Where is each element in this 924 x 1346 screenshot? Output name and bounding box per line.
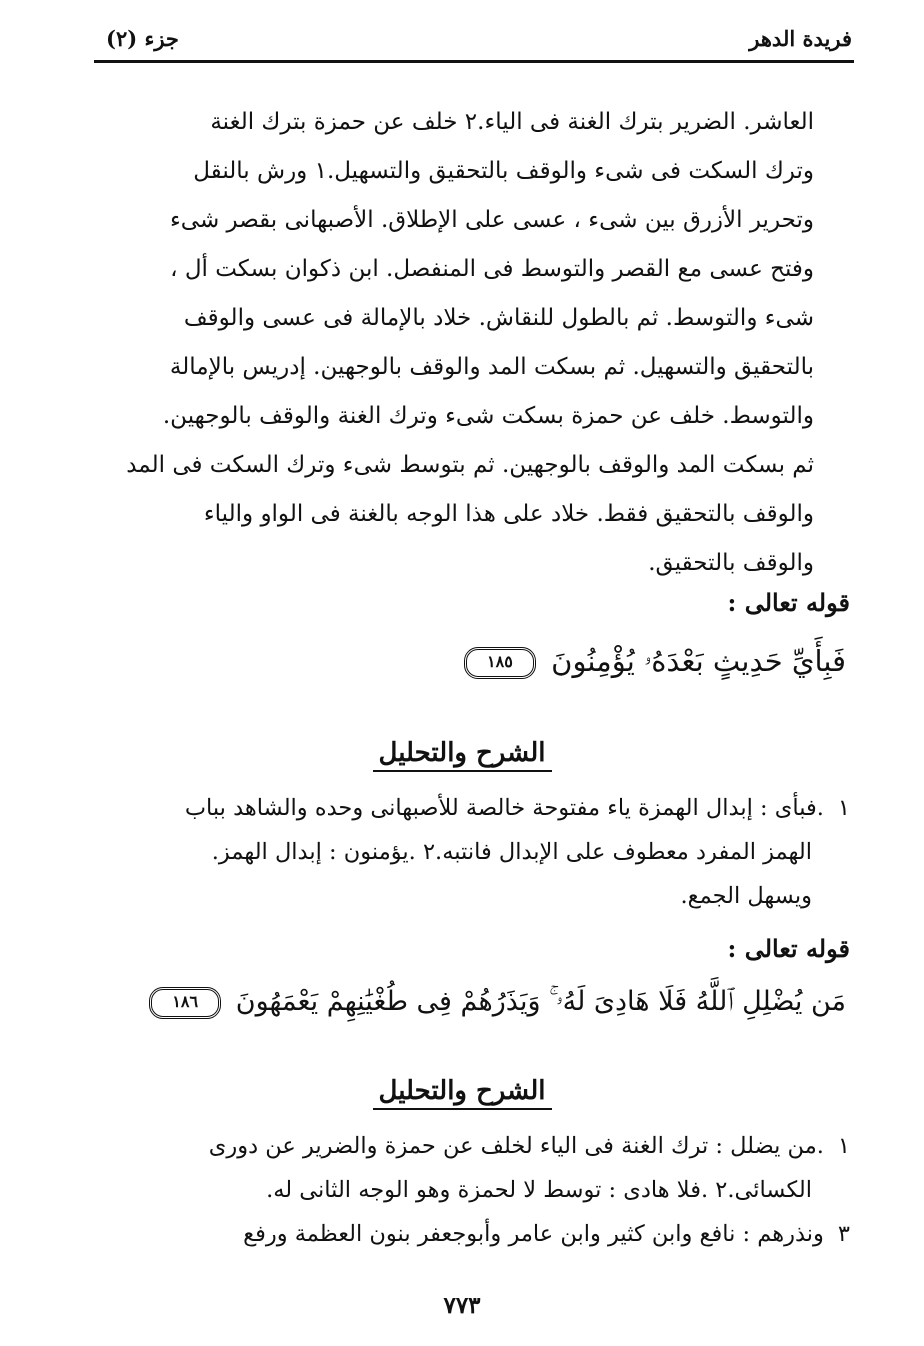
note-text: .من يضلل : ترك الغنة فى الياء لخلف عن حمزة والضرير عن دورى (208, 1133, 824, 1159)
note-number: ١ (837, 795, 850, 821)
subheading-text: الشرح والتحليل (373, 1076, 552, 1110)
part-label: جزء (٢) (106, 26, 179, 51)
note-line (96, 786, 850, 830)
main-text-line: ثم بسكت المد والوقف بالوجهين. ثم بتوسط شىء وترك السكت فى المد (126, 452, 814, 478)
note-number: ٣ (837, 1221, 850, 1247)
verse-text: مَن يُضْلِلِ ٱللَّهُ فَلَا هَادِىَ لَهُۥ ۚ وَيَذَرُهُمْ فِى طُغْيَٰنِهِمْ يَعْمَهُونَ (235, 986, 846, 1017)
note-line (96, 830, 850, 874)
main-text-line: وتحرير الأزرق بين شىء ، عسى على الإطلاق. الأصبهانى بقصر شىء (169, 207, 814, 233)
note-text: .فبأى : إبدال الهمزة ياء مفتوحة خالصة للأصبهانى وحده والشاهد بباب (184, 795, 824, 821)
quran-verse (149, 986, 846, 1019)
main-text-line: العاشر. الضرير بترك الغنة فى الياء.٢ خلف عن حمزة بترك الغنة (210, 109, 814, 135)
main-text-block (96, 98, 814, 588)
note-line (96, 874, 850, 918)
section-subheading (0, 1076, 924, 1110)
verse-intro-heading: قوله تعالى : (727, 588, 850, 617)
main-text-line: والتوسط. خلف عن حمزة بسكت شىء وترك الغنة والوقف بالوجهين. (162, 403, 814, 429)
header-rule (94, 60, 854, 63)
verse-number-medallion: ١٨٦ (149, 987, 221, 1019)
note-text: الهمز المفرد معطوف على الإبدال فانتبه.٢ .يؤمنون : إبدال الهمز. (211, 839, 812, 865)
main-text-line: والوقف بالتحقيق. (648, 550, 814, 576)
note-text: الكسائى.٢ .فلا هادى : توسط لا لحمزة وهو الوجه الثانى له. (266, 1177, 812, 1203)
section-subheading (0, 738, 924, 772)
note-line (96, 1168, 850, 1212)
page-number: ٧٧٣ (443, 1292, 481, 1319)
main-text-line: شىء والتوسط. ثم بالطول للنقاش. خلاد بالإمالة فى عسى والوقف (183, 305, 814, 331)
commentary-notes (96, 786, 850, 918)
quran-verse (464, 644, 846, 679)
main-text-line: وفتح عسى مع القصر والتوسط فى المنفصل. ابن ذكوان بسكت أل ، (170, 256, 814, 282)
running-header (96, 22, 852, 60)
note-number: ١ (837, 1133, 850, 1159)
note-line (96, 1124, 850, 1168)
verse-number-medallion: ١٨٥ (464, 647, 536, 679)
verse-text: فَبِأَيِّ حَدِيثٍ بَعْدَهُۥ يُؤْمِنُونَ (551, 644, 846, 678)
note-text: ونذرهم : نافع وابن كثير وابن عامر وأبوجعفر بنون العظمة ورفع (243, 1221, 824, 1247)
main-text-line: بالتحقيق والتسهيل. ثم بسكت المد والوقف بالوجهين. إدريس بالإمالة (169, 354, 814, 380)
subheading-text: الشرح والتحليل (373, 738, 552, 772)
book-title: فريدة الدهر (749, 26, 852, 51)
verse-intro-heading: قوله تعالى : (727, 934, 850, 963)
commentary-notes (96, 1124, 850, 1256)
main-text-line: وترك السكت فى شىء والوقف بالتحقيق والتسهيل.١ ورش بالنقل (193, 158, 814, 184)
note-text: ويسهل الجمع. (680, 883, 812, 909)
note-line (96, 1212, 850, 1256)
main-text-line: والوقف بالتحقيق فقط. خلاد على هذا الوجه بالغنة فى الواو والياء (203, 501, 814, 527)
